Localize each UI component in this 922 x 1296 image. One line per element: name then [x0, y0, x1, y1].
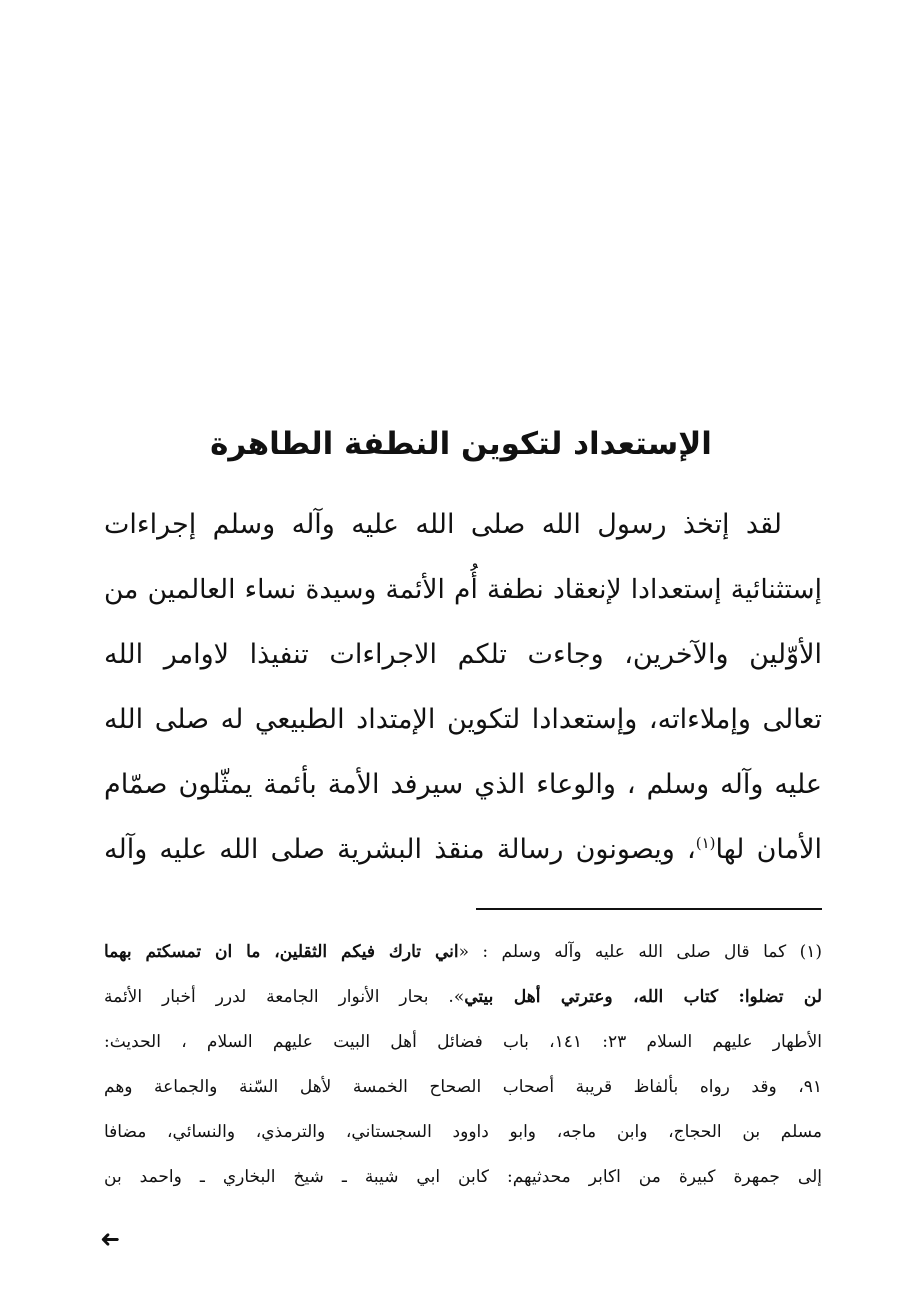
- body-line: لقد إتخذ رسول الله صلى الله عليه وآله وسلم إجراءات: [104, 509, 782, 540]
- footnote-line: [104, 975, 822, 1020]
- footnote-reference[interactable]: (١): [695, 834, 716, 852]
- footnote-quote: اني تارك فيكم الثقلين، ما ان تمسكتم بهما: [104, 942, 459, 962]
- body-line: الأوّلين والآخرين، وجاءت تلكم الاجراءات تنفيذا لاوامر الله: [104, 639, 822, 670]
- footnote-quote: لن تضلوا: كتاب الله، وعترتي أهل بيتي: [464, 987, 822, 1007]
- footnote-line: مسلم بن الحجاج، وابن ماجه، وابو داوود السجستاني، والترمذي، والنسائي، مضافا: [104, 1122, 822, 1142]
- footnote-prefix: (١) كما قال صلى الله عليه وآله وسلم : «: [458, 942, 823, 962]
- footnote-citation: ». بحار الأنوار الجامعة لدرر أخبار الأئمة: [104, 987, 465, 1007]
- footnote-line: إلى جمهرة كبيرة من اكابر محدثيهم: كابن ابي شيبة ـ شيخ البخاري ـ واحمد بن: [104, 1167, 822, 1187]
- continue-arrow-icon: ➜: [100, 1225, 121, 1253]
- footnote-line: ٩١، وقد رواه بألفاظ قريبة أصحاب الصحاح الخمسة لأهل السّنة والجماعة وهم: [104, 1077, 822, 1097]
- body-paragraph: [104, 492, 822, 882]
- footnote: [104, 930, 822, 1200]
- body-line: تعالى وإملاءاته، وإستعدادا لتكوين الإمتداد الطبيعي له صلى الله: [104, 704, 822, 735]
- footnote-separator: [476, 908, 822, 910]
- body-line: عليه وآله وسلم ، والوعاء الذي سيرفد الأمة بأئمة يمثّلون صمّام: [104, 769, 822, 800]
- footnote-line: [104, 930, 822, 975]
- body-line: إستثنائية إستعدادا لإنعقاد نطفة أُم الأئمة وسيدة نساء العالمين من: [104, 574, 822, 605]
- footnote-line: الأطهار عليهم السلام ٢٣: ١٤١، باب فضائل أهل البيت عليهم السلام ، الحديث:: [104, 1032, 822, 1052]
- body-line-last: [104, 817, 822, 882]
- section-title: الإستعداد لتكوين النطفة الطاهرة: [210, 426, 712, 462]
- body-line-last-start: الأمان لها: [715, 834, 823, 865]
- body-line-last-end: ، ويصونون رسالة منقذ البشرية صلى الله عليه وآله: [104, 834, 696, 865]
